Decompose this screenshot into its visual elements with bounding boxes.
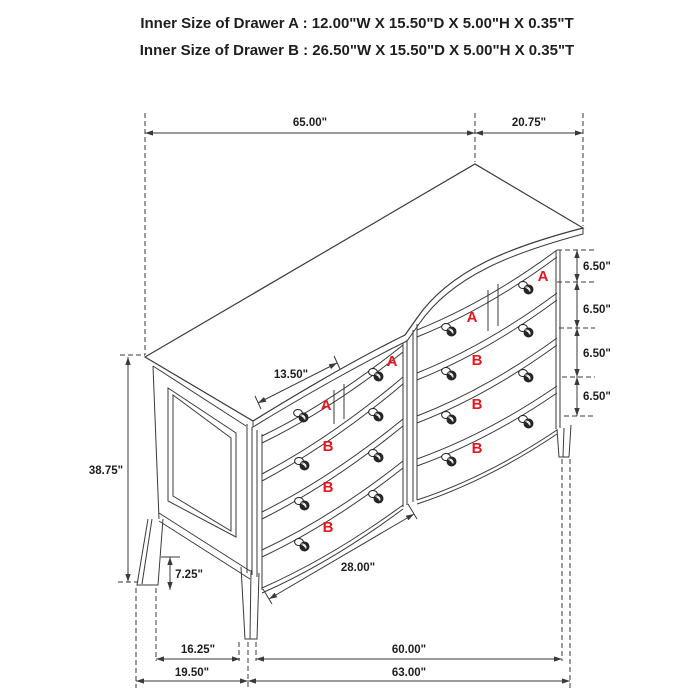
dim-drawer-height-value-3: 6.50": [583, 348, 611, 360]
dim-top-depth-value: 20.75": [511, 117, 547, 129]
header: [140, 15, 574, 59]
drawer-b-label: B: [471, 352, 483, 369]
dim-line-drawer-b-width: [269, 514, 414, 599]
dim-side-depth-inner-value: 16.25": [180, 644, 216, 656]
drawer-a-label: A: [466, 309, 478, 326]
drawer-b-label: B: [322, 519, 334, 536]
drawer-knob-icon: [442, 454, 457, 467]
drawer-knob-icon: [519, 370, 534, 383]
front-right-leg: [557, 425, 571, 457]
drawer-knob-icon: [519, 416, 534, 429]
drawer-knob-icon: [442, 412, 457, 425]
dim-side-depth-outer-value: 19.50": [174, 667, 210, 679]
drawer-a-label: A: [537, 268, 549, 285]
dim-drawer-height-value-4: 6.50": [583, 391, 611, 403]
drawer-knob-icon: [369, 409, 384, 422]
drawer-knob-icon: [294, 410, 309, 423]
drawer-b-label: B: [322, 479, 334, 496]
drawer-knob-icon: [295, 458, 310, 471]
dim-drawer-height-value-2: 6.50": [583, 304, 611, 316]
front-left-corner-stile: [247, 424, 262, 590]
rear-left-leg: [137, 519, 163, 585]
center-stile: [403, 324, 417, 507]
drawer-a-label: A: [320, 397, 332, 414]
drawer-b-label: B: [471, 440, 483, 457]
drawer-b-label: B: [322, 438, 334, 455]
dim-front-width-outer-value: 63.00": [391, 667, 427, 679]
drawer-b-label: B: [471, 396, 483, 413]
dim-drawer-b-width-value: 28.00": [340, 562, 376, 574]
front-left-leg: [241, 567, 259, 639]
drawer-a-label: A: [386, 353, 398, 370]
drawer-knob-icon: [369, 450, 384, 463]
drawer-knob-icon: [369, 369, 384, 382]
drawer-b-inner-size-text: Inner Size of Drawer B : 26.50"W X 15.50"D X 5.00"H X 0.35"T: [139, 42, 575, 59]
drawer-knob-icon: [519, 325, 534, 338]
dim-overall-height-value: 38.75": [88, 465, 124, 477]
drawer-knob-icon: [442, 368, 457, 381]
drawer-knob-icon: [295, 498, 310, 511]
front-right-corner-stile: [556, 250, 560, 429]
dim-leg-height-value: 7.25": [175, 569, 203, 581]
drawer-knob-icon: [295, 539, 310, 552]
dim-drawer-height-value-1: 6.50": [583, 261, 611, 273]
drawer-knob-icon: [369, 491, 384, 504]
drawer-a-inner-size-text: Inner Size of Drawer A : 12.00"W X 15.50"D X 5.00"H X 0.35"T: [140, 15, 574, 32]
drawer-knob-icon: [519, 282, 534, 295]
dim-front-width-inner-value: 60.00": [391, 644, 427, 656]
dresser-top-surface: [145, 164, 583, 421]
dim-top-width-value: 65.00": [292, 117, 328, 129]
drawer-knob-icon: [442, 324, 457, 337]
side-panel-inset: [168, 388, 236, 537]
dim-drawer-a-width-value: 13.50": [273, 369, 309, 381]
